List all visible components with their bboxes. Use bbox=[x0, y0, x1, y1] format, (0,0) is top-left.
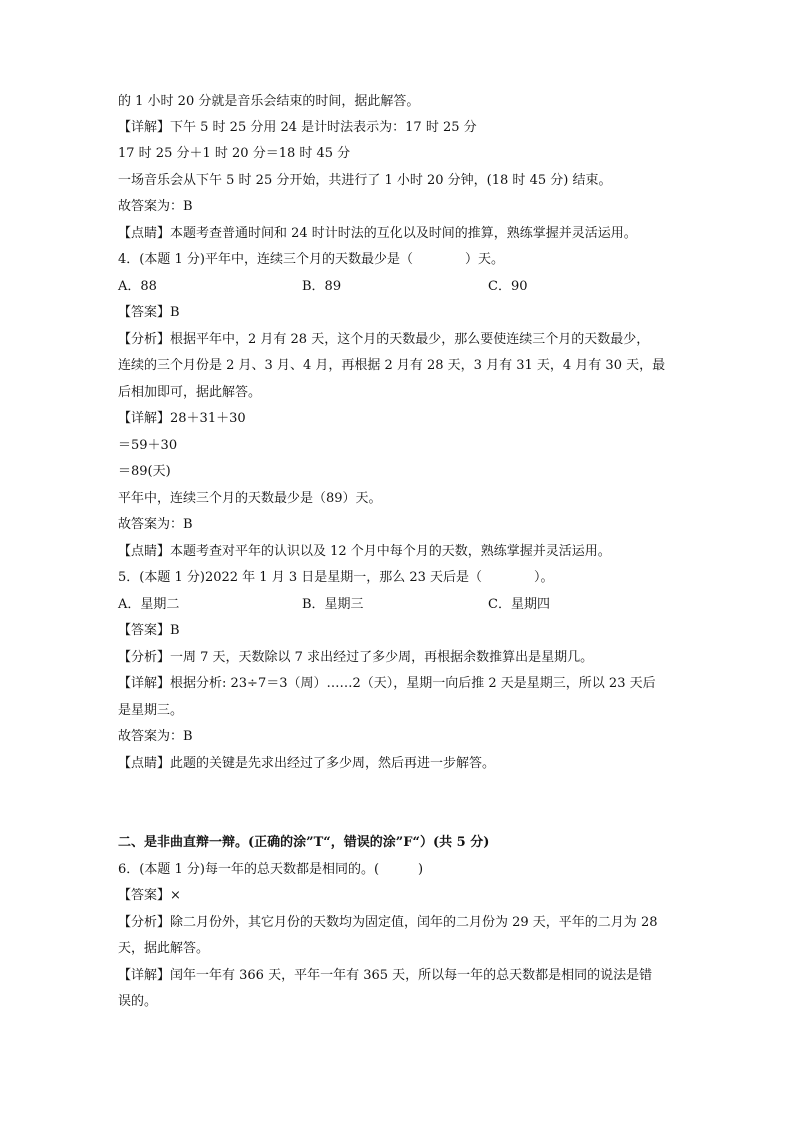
text-line: 故答案为：B bbox=[118, 199, 193, 214]
text-line: 【详解】闰年一年有 366 天，平年一年有 365 天，所以每一年的总天数都是相同的说法是错 bbox=[118, 968, 653, 983]
section-heading: 二、是非曲直辩一辩。(正确的涂”T“，错误的涂”F“）(共 5 分) bbox=[118, 835, 490, 850]
text-line: 【详解】根据分析: 23÷7＝3（周）……2（天），星期一向后推 2 天是星期三，所以 23 天后 bbox=[118, 676, 656, 691]
text-line: 故答案为：B bbox=[118, 729, 193, 744]
question-4: 4．(本题 1 分)平年中，连续三个月的天数最少是（ ）天。 bbox=[118, 252, 504, 267]
q5-option-b: B．星期三 bbox=[302, 597, 364, 612]
q4-option-b: B．89 bbox=[302, 279, 342, 294]
text-line: 是星期三。 bbox=[118, 703, 184, 718]
question-6: 6．(本题 1 分)每一年的总天数都是相同的。( ) bbox=[118, 862, 424, 877]
text-line: 17 时 25 分＋1 时 20 分＝18 时 45 分 bbox=[118, 146, 351, 161]
text-line: 【点睛】此题的关键是先求出经过了多少周，然后再进一步解答。 bbox=[118, 756, 496, 771]
q5-option-c: C．星期四 bbox=[488, 597, 550, 612]
text-line: 【详解】28＋31＋30 bbox=[118, 411, 246, 426]
answer-line: 【答案】B bbox=[118, 305, 180, 320]
text-line: 【点睛】本题考查对平年的认识以及 12 个月中每个月的天数，熟练掌握并灵活运用。 bbox=[118, 544, 611, 559]
text-line: 【分析】一周 7 天，天数除以 7 求出经过了多少周，再根据余数推算出是星期几。 bbox=[118, 650, 594, 665]
text-line: 一场音乐会从下午 5 时 25 分开始，共进行了 1 小时 20 分钟，(18 时 45 分) 结束。 bbox=[118, 173, 612, 188]
q4-option-c: C．90 bbox=[488, 279, 528, 294]
text-line: 【详解】下午 5 时 25 分用 24 是计时法表示为：17 时 25 分 bbox=[118, 120, 477, 135]
text-line: 天，据此解答。 bbox=[118, 941, 210, 956]
text-line: ＝59＋30 bbox=[118, 438, 178, 453]
q5-option-a: A．星期二 bbox=[118, 597, 180, 612]
text-line: 【分析】除二月份外，其它月份的天数均为固定值，闰年的二月份为 29 天，平年的二月为 28 bbox=[118, 915, 658, 930]
text-line: ＝89(天) bbox=[118, 464, 171, 479]
text-line: 后相加即可，据此解答。 bbox=[118, 385, 262, 400]
text-line: 平年中，连续三个月的天数最少是（89）天。 bbox=[118, 491, 382, 506]
question-5: 5．(本题 1 分)2022 年 1 月 3 日是星期一，那么 23 天后是（ ）。 bbox=[118, 570, 554, 585]
text-line: 的 1 小时 20 分就是音乐会结束的时间，据此解答。 bbox=[118, 94, 420, 109]
text-line: 【点睛】本题考查普通时间和 24 时计时法的互化以及时间的推算，熟练掌握并灵活运用。 bbox=[118, 226, 637, 241]
answer-line: 【答案】B bbox=[118, 623, 180, 638]
text-line: 【分析】根据平年中，2 月有 28 天，这个月的天数最少，那么要使连续三个月的天数最少， bbox=[118, 332, 650, 347]
text-line: 误的。 bbox=[118, 994, 158, 1009]
text-line: 连续的三个月份是 2 月、3 月、4 月，再根据 2 月有 28 天，3 月有 31 天，4 月有 30 天，最 bbox=[118, 358, 666, 373]
answer-line: 【答案】× bbox=[118, 888, 181, 903]
q4-option-a: A．88 bbox=[118, 279, 157, 294]
text-line: 故答案为：B bbox=[118, 517, 193, 532]
